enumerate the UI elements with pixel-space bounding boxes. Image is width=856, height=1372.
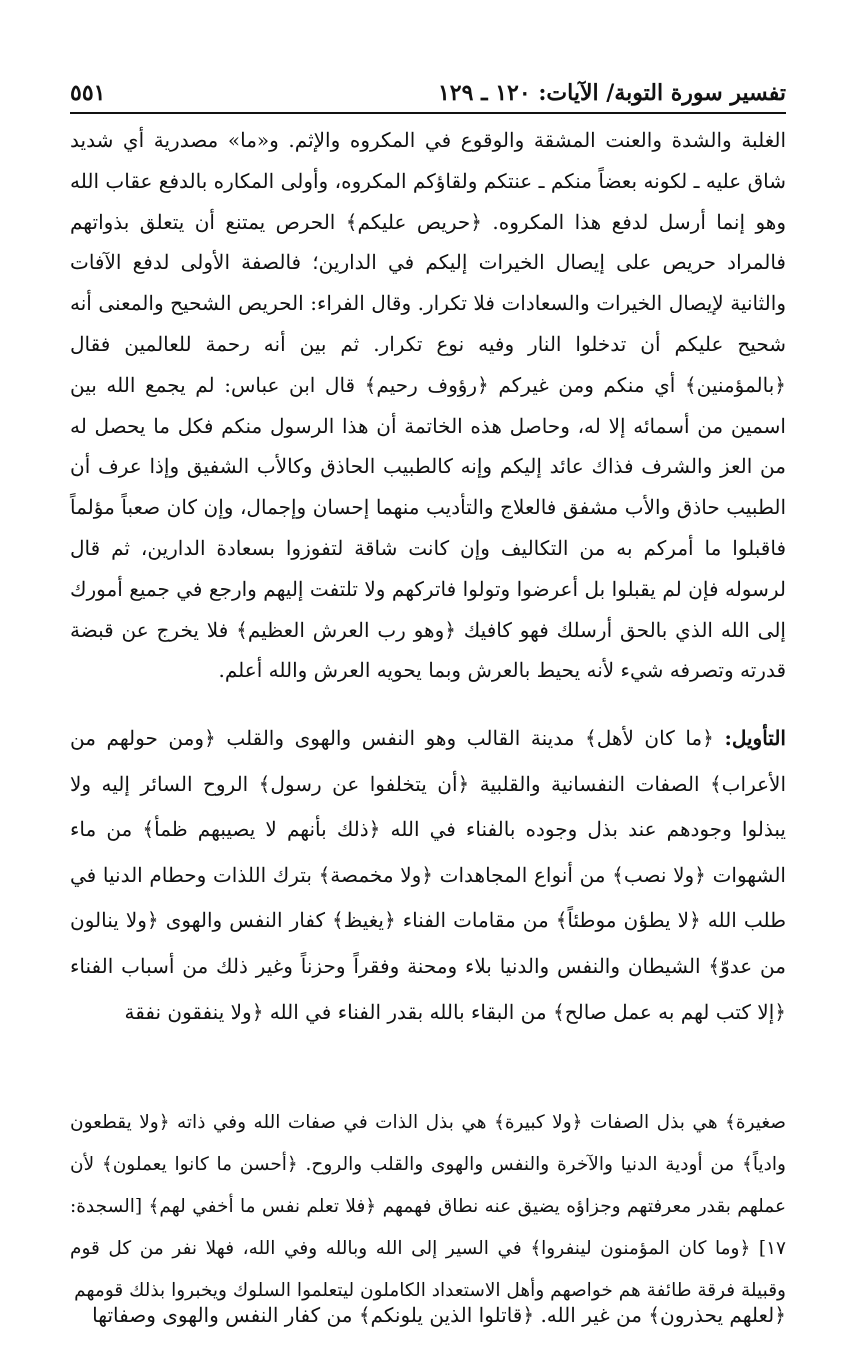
page-number: ٥٥١ <box>70 80 106 106</box>
tawil-paragraph <box>70 716 786 1035</box>
tawil-text: ﴿ما كان لأهل﴾ مدينة القالب وهو النفس والهوى والقلب ﴿ومن حولهم من الأعراب﴾ الصفات النفسانية والقلبية ﴿أن يتخلفوا عن رسول﴾ الروح السائر إليه ولا يبذلوا وجودهم عند بذل وجوده بالفناء في الله ﴿ذلك بأنهم لا يصيبهم ظمأ﴾ من ماء الشهوات ﴿ولا نصب﴾ من أنواع المجاهدات ﴿ولا مخمصة﴾ بترك اللذات وحطام الدنيا في طلب الله ﴿لا يطؤن موطئاً﴾ من مقامات الفناء ﴿يغيظ﴾ كفار النفس والهوى ﴿ولا ينالون من عدوّ﴾ الشيطان والنفس والدنيا بلاء ومحنة وفقراً وحزناً وغير ذلك من أسباب الفناء ﴿إلا كتب لهم به عمل صالح﴾ من البقاء بالله بقدر الفناء في الله ﴿ولا ينفقون نفقة <box>70 726 786 1024</box>
tawil-continuation-small <box>70 1102 786 1312</box>
tawil-label: التأويل: <box>724 726 786 750</box>
running-header <box>70 72 786 106</box>
header-title: تفسير سورة التوبة/ الآيات: ١٢٠ ـ ١٢٩ <box>437 80 786 106</box>
tawil-final-line <box>70 1293 786 1338</box>
header-divider <box>70 112 786 114</box>
tawil-continuation-text: صغيرة﴾ هي بذل الصفات ﴿ولا كبيرة﴾ هي بذل الذات في صفات الله وفي ذاته ﴿ولا يقطعون وادياً﴾ من أودية الدنيا والآخرة والنفس والهوى والقلب والروح. ﴿أحسن ما كانوا يعملون﴾ لأن عملهم بقدر معرفتهم وجزاؤه يضيق عنه نطاق فهمهم ﴿فلا تعلم نفس ما أخفي لهم﴾ [السجدة: ١٧] ﴿وما كان المؤمنون لينفروا﴾ في السير إلى الله وبالله وفي الله، فهلا نفر من كل قوم وقبيلة فرقة طائفة هم خواصهم وأهل الاستعداد الكاملون ليتعلموا السلوك ويخبروا بذلك قومهم <box>70 1112 786 1301</box>
tawil-final-text: ﴿لعلهم يحذرون﴾ من غير الله. ﴿قاتلوا الذين يلونكم﴾ من كفار النفس والهوى وصفاتها <box>92 1303 786 1327</box>
tafsir-text: الغلبة والشدة والعنت المشقة والوقوع في المكروه والإثم. و«ما» مصدرية أي شديد شاق عليه ـ لكونه بعضاً منكم ـ عنتكم ولقاؤكم المكروه، وأولى المكاره بالدفع عقاب الله وهو إنما أرسل لدفع هذا المكروه. ﴿حريص عليكم﴾ الحرص يمتنع أن يتعلق بذواتهم فالمراد حريص على إيصال الخيرات إليكم في الدارين؛ فالصفة الأولى لدفع الآفات والثانية لإيصال الخيرات والسعادات فلا تكرار. وقال الفراء: الحريص الشحيح والمعنى أنه شحيح عليكم أن تدخلوا النار وفيه نوع تكرار. ثم بين أنه رحمة للعالمين فقال ﴿بالمؤمنين﴾ أي منكم ومن غيركم ﴿رؤوف رحيم﴾ قال ابن عباس: لم يجمع الله بين اسمين من أسمائه إلا له، وحاصل هذه الخاتمة أن هذا الرسول منكم فكل ما يحصل له من العز والشرف فذاك عائد إليكم وإنه كالطبيب الحاذق وكالأب الشفيق وإذا عرف أن الطبيب حاذق والأب مشفق فالعلاج والتأديب منهما إحسان وإجمال، وإن كان صعباً مؤلماً فاقبلوا ما أمركم به من التكاليف وإن كانت شاقة لتفوزوا بسعادة الدارين، ثم قال لرسوله فإن لم يقبلوا بل أعرضوا وتولوا فاتركهم ولا تلتفت إليهم وارجع في جميع أمورك إلى الله الذي بالحق أرسلك فهو كافيك ﴿وهو رب العرش العظيم﴾ فلا يخرج عن قبضة قدرته وتصرفه شيء لأنه يحيط بالعرش وبما يحويه العرش والله أعلم. <box>70 128 786 683</box>
tafsir-paragraph <box>70 120 786 691</box>
